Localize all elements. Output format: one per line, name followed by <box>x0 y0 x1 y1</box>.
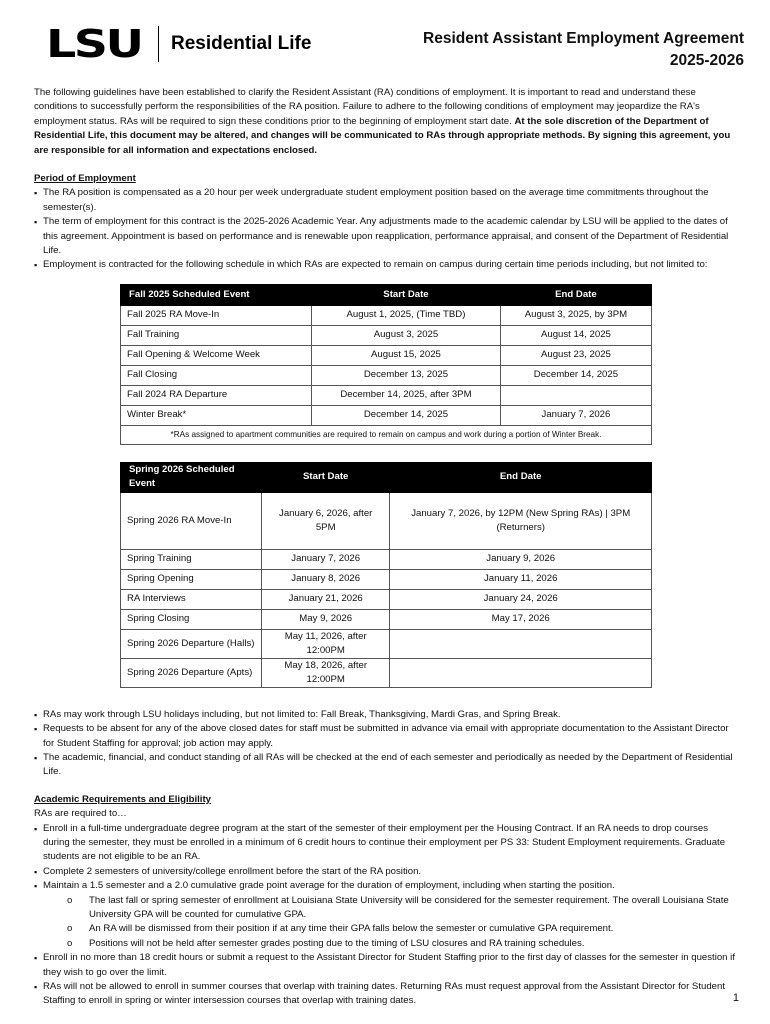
table-cell-end: January 24, 2026 <box>390 589 652 609</box>
list-item: ▪ The term of employment for this contract is the 2025-2026 Academic Year. Any adjustments made to the academic calendar by LSU will be applied to the dates of this agreement. Appointment is based on performance and is renewable upon reapplication, performance appraisal, and consent of the Department of Residential Life. <box>34 215 736 258</box>
sub-list-item: o The last fall or spring semester of enrollment at Louisiana State University will be considered for the semester requirement. The overall Louisiana State University GPA will be counted for cumulative GPA. <box>67 894 736 923</box>
list-item: ▪ The RA position is compensated as a 20 hour per week undergraduate student employment position based on the average time commitments throughout the semester(s). <box>34 186 736 215</box>
table-cell-start: January 8, 2026 <box>261 569 389 589</box>
table-cell-end: May 17, 2026 <box>390 609 652 629</box>
list-item: ▪ Enroll in a full-time undergraduate degree program at the start of the semester of their employment per the Housing Contract. If an RA needs to drop courses during the semester, they must be enrolled in a minimum of 6 credit hours to continue their employment per PS 33: Student Employment requirements. Graduate students are not eligible to be an RA. <box>34 822 736 865</box>
table-row <box>121 492 652 549</box>
document-title-year: 2025-2026 <box>669 52 744 69</box>
table-cell-event: RA Interviews <box>121 589 262 609</box>
list-item: ▪ The academic, financial, and conduct standing of all RAs will be checked at the end of each semester and periodically as needed by the Department of Residential Life. <box>34 751 736 780</box>
table-cell-end: January 7, 2026 <box>500 405 651 425</box>
table-cell-end: December 14, 2025 <box>500 365 651 385</box>
table-cell-event: Spring Opening <box>121 569 262 589</box>
table-row <box>121 569 652 589</box>
list-item: ▪ Enroll in no more than 18 credit hours or submit a request to the Assistant Director for Student Staffing prior to the first day of classes for the semester in question if they wish to go over the limit. <box>34 951 736 980</box>
table-row <box>121 325 652 345</box>
logo-department-name: Residential Life <box>171 33 312 54</box>
table-cell-event: Fall 2025 RA Move-In <box>121 305 312 325</box>
table-cell-event: Fall Opening & Welcome Week <box>121 345 312 365</box>
table-cell-start: January 6, 2026, after 5PM <box>261 492 389 549</box>
table-header-row <box>121 462 652 492</box>
list-item-text: Maintain a 1.5 semester and a 2.0 cumulative grade point average for the duration of employment, including when starting the position. <box>43 880 615 892</box>
intro-text: The following guidelines have been established to clarify the Resident Assistant (RA) conditions of employment. It is important to read and understand these conditions to successfully perform the responsibilities of the RA position. Failure to adhere to the following conditions of employment may jeopardize the RA's employment status. RAs will be required to sign these conditions prior to the beginning of employment start date. <box>34 87 700 127</box>
document-title-line1: Resident Assistant Employment Agreement <box>423 30 744 47</box>
column-header-end-date: End Date <box>500 284 651 305</box>
table-cell-start: January 21, 2026 <box>261 589 389 609</box>
table-cell-event: Winter Break* <box>121 405 312 425</box>
table-cell-start: January 7, 2026 <box>261 549 389 569</box>
table-cell-event: Fall 2024 RA Departure <box>121 385 312 405</box>
table-cell-event: Fall Closing <box>121 365 312 385</box>
table-row <box>121 609 652 629</box>
column-header-event: Fall 2025 Scheduled Event <box>121 284 312 305</box>
column-header-event: Spring 2026 Scheduled Event <box>121 462 262 492</box>
table-cell-start: December 14, 2025, after 3PM <box>312 385 501 405</box>
table-row <box>121 589 652 609</box>
list-item: ▪ RAs will not be allowed to enroll in summer courses that overlap with training dates. Returning RAs must request approval from the Assistant Director for Student Staffing to enroll in spring or winter intersession courses that overlap with training dates. <box>34 980 736 1009</box>
list-item: ▪ Requests to be absent for any of the above closed dates for staff must be submitted in advance via email with appropriate documentation to the Assistant Director for Student Staffing for approval; job action may apply. <box>34 722 736 751</box>
table-cell-start: May 18, 2026, after 12:00PM <box>261 658 389 687</box>
period-bullet-list <box>34 186 736 272</box>
column-header-start-date: Start Date <box>261 462 389 492</box>
gpa-sub-list <box>67 894 736 952</box>
table-cell-start: August 1, 2025, (Time TBD) <box>312 305 501 325</box>
table-cell-start: May 11, 2026, after 12:00PM <box>261 629 389 658</box>
page-header <box>34 22 744 72</box>
document-body <box>34 86 736 1009</box>
table-cell-end <box>500 385 651 405</box>
table-cell-end: August 3, 2025, by 3PM <box>500 305 651 325</box>
table-cell-end: January 11, 2026 <box>390 569 652 589</box>
table-cell-start: August 3, 2025 <box>312 325 501 345</box>
table-note-row <box>121 425 652 444</box>
table-cell-start: December 14, 2025 <box>312 405 501 425</box>
section-title-period-of-employment: Period of Employment <box>34 173 136 185</box>
table-row <box>121 405 652 425</box>
table-cell-end: August 23, 2025 <box>500 345 651 365</box>
table-cell-event: Spring 2026 Departure (Halls) <box>121 629 262 658</box>
list-item <box>34 879 736 951</box>
table-cell-start: August 15, 2025 <box>312 345 501 365</box>
academic-bullet-list <box>34 822 736 1009</box>
column-header-end-date: End Date <box>390 462 652 492</box>
table-cell-end: August 14, 2025 <box>500 325 651 345</box>
table-row <box>121 549 652 569</box>
table-cell-end <box>390 658 652 687</box>
table-row <box>121 385 652 405</box>
lsu-residential-life-logo <box>46 22 312 66</box>
intro-bold-text: At the sole discretion of the Department of Residential Life, this document may be altered, and changes will be communicated to RAs through appropriate methods. By signing this agreement, you are responsible for all information and expectations enclosed. <box>34 115 731 156</box>
table-row <box>121 365 652 385</box>
table-cell-event: Spring Training <box>121 549 262 569</box>
lsu-wordmark: LSU <box>46 22 142 66</box>
list-item: ▪ Employment is contracted for the following schedule in which RAs are expected to remain on campus during certain time periods including, but not limited to: <box>34 258 736 272</box>
table-cell-end <box>390 629 652 658</box>
table-cell-event: Spring 2026 Departure (Apts) <box>121 658 262 687</box>
sub-list-item: o An RA will be dismissed from their position if at any time their GPA falls below the semester or cumulative GPA requirement. <box>67 922 736 936</box>
after-tables-bullet-list <box>34 708 736 780</box>
table-cell-event: Spring Closing <box>121 609 262 629</box>
table-cell-event: Fall Training <box>121 325 312 345</box>
table-cell-start: May 9, 2026 <box>261 609 389 629</box>
document-title <box>423 28 744 72</box>
table-row <box>121 658 652 687</box>
table-cell-end: January 7, 2026, by 12PM (New Spring RAs) | 3PM (Returners) <box>390 492 652 549</box>
fall-schedule-table <box>120 284 652 445</box>
page-number: 1 <box>732 992 739 1004</box>
section-title-academic-requirements: Academic Requirements and Eligibility <box>34 793 211 805</box>
table-cell-start: December 13, 2025 <box>312 365 501 385</box>
table-cell-end: January 9, 2026 <box>390 549 652 569</box>
winter-break-note: *RAs assigned to apartment communities are required to remain on campus and work during a portion of Winter Break. <box>121 425 652 444</box>
column-header-start-date: Start Date <box>312 284 501 305</box>
spring-schedule-table <box>120 462 652 688</box>
academic-lead-text: RAs are required to… <box>34 808 127 820</box>
table-row <box>121 305 652 325</box>
list-item: ▪ RAs may work through LSU holidays including, but not limited to: Fall Break, Thanksgiving, Mardi Gras, and Spring Break. <box>34 708 736 722</box>
table-row <box>121 345 652 365</box>
table-cell-event: Spring 2026 RA Move-In <box>121 492 262 549</box>
table-row <box>121 629 652 658</box>
sub-list-item: o Positions will not be held after semester grades posting due to the timing of LSU closures and RA training schedules. <box>67 937 736 951</box>
table-header-row <box>121 284 652 305</box>
list-item: ▪ Complete 2 semesters of university/college enrollment before the start of the RA position. <box>34 865 736 879</box>
intro-paragraph <box>34 86 736 158</box>
